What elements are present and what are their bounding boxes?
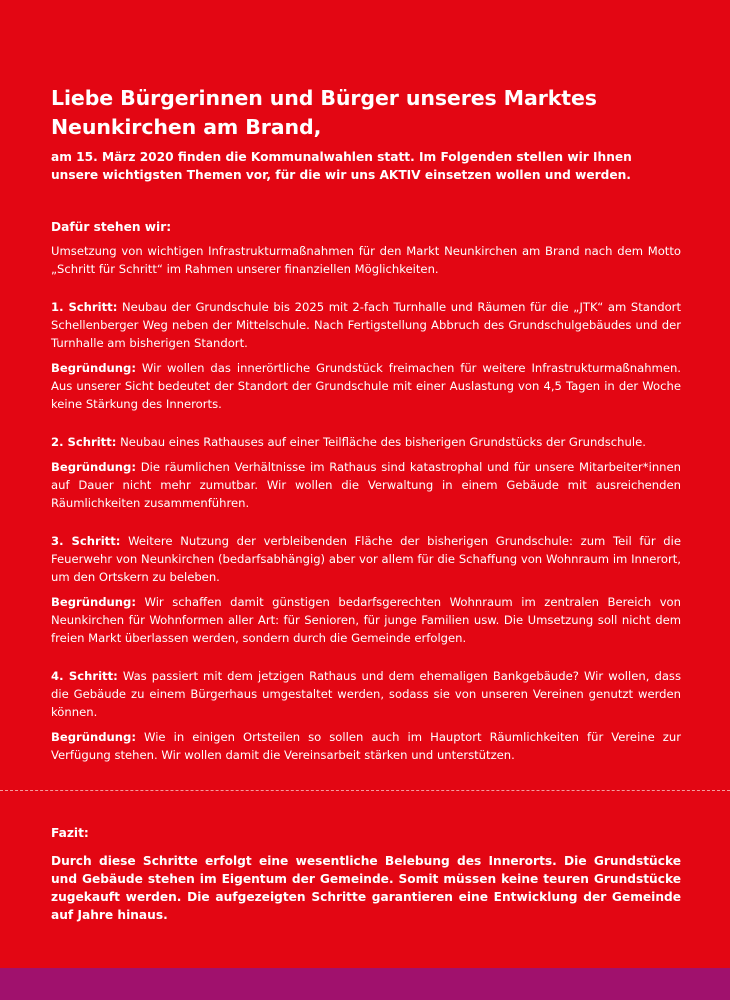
step-3-text: Weitere Nutzung der verbleibenden Fläche der bisherigen Grundschule: zum Teil für die Feuerwehr von Neunkirchen (bedarfsabhängig) aber vor allem für die Schaffung von Wohnraum im Innerort, um den Ortskern zu beleben. [51, 534, 681, 584]
dashed-divider [0, 790, 730, 791]
step-1-text: Neubau der Grundschule bis 2025 mit 2-fach Turnhalle und Räumen für die „JTK“ am Standort Schellenberger Weg neben der Mittelschule. Nach Fertigstellung Abbruch des Grundschulgebäudes und der Turnhalle am bisherigen Standort. [51, 300, 681, 350]
footer-band [0, 968, 730, 1000]
step-4-text: Was passiert mit dem jetzigen Rathaus und dem ehemaligen Bankgebäude? Wir wollen, dass die Gebäude zu einem Bürgerhaus umgestaltet werden, sodass sie von unseren Vereinen genutzt werden können. [51, 669, 682, 719]
fazit-section [51, 824, 681, 924]
step-2-reason-text: Die räumlichen Verhältnisse im Rathaus sind katastrophal und für unsere Mitarbeiter*innen auf Dauer nicht mehr zumutbar. Wir wollen die Verwaltung in einem Gebäude mit ausreichenden Räumlichkeiten zusammenführen. [51, 460, 682, 510]
step-3-reason-label: Begründung: [51, 595, 136, 609]
heading-line-1: Liebe Bürgerinnen und Bürger unseres Marktes [51, 86, 597, 110]
step-3-paragraph [51, 532, 681, 586]
page-heading [51, 84, 681, 142]
step-4-reason-label: Begründung: [51, 730, 136, 744]
step-1-label: 1. Schritt: [51, 300, 118, 314]
step-1-reason-text: Wir wollen das innerörtliche Grundstück freimachen für weitere Infrastrukturmaßnahmen. Aus unserer Sicht bedeutet der Standort der Grundschule mit einer Auslastung von 4,5 Tagen in der Woche keine Stärkung des Innerorts. [51, 361, 681, 411]
step-3-reason-text: Wir schaffen damit günstigen bedarfsgerechten Wohnraum im zentralen Bereich von Neunkirchen für Wohnformen aller Art: für Senioren, für junge Familien usw. Die Umsetzung soll nicht dem freien Markt überlassen werden, sondern durch die Gemeinde erfolgen. [51, 595, 682, 645]
step-1-reason-label: Begründung: [51, 361, 136, 375]
step-3-label: 3. Schritt: [51, 534, 121, 548]
fazit-title: Fazit: [51, 826, 89, 840]
step-2-label: 2. Schritt: [51, 435, 117, 449]
step-2-reason-label: Begründung: [51, 460, 136, 474]
step-1-reason-paragraph [51, 359, 681, 413]
step-4-reason-text: Wie in einigen Ortsteilen so sollen auch im Hauptort Räumlichkeiten für Vereine zur Verfügung stehen. Wir wollen damit die Vereinsarbeit stärken und unterstützen. [51, 730, 681, 762]
step-2-paragraph [51, 433, 681, 451]
step-4-reason-paragraph [51, 728, 681, 764]
step-3-reason-paragraph [51, 593, 681, 647]
step-4-label: 4. Schritt: [51, 669, 118, 683]
intro-text: am 15. März 2020 finden die Kommunalwahlen statt. Im Folgenden stellen wir Ihnen unsere wichtigsten Themen vor, für die wir uns AKTIV einsetzen wollen und werden. [51, 150, 632, 182]
step-2-reason-paragraph [51, 458, 681, 512]
heading-line-2: Neunkirchen am Brand, [51, 115, 322, 139]
step-1-paragraph [51, 298, 681, 352]
section-text: Umsetzung von wichtigen Infrastrukturmaßnahmen für den Markt Neunkirchen am Brand nach dem Motto „Schritt für Schritt“ im Rahmen unserer finanziellen Möglichkeiten. [51, 244, 681, 276]
step-4-paragraph [51, 667, 681, 721]
fazit-text: Durch diese Schritte erfolgt eine wesentliche Belebung des Innerorts. Die Grundstücke und Gebäude stehen im Eigentum der Gemeinde. Somit müssen keine teuren Grundstücke zugekauft werden. Die aufgezeigten Schritte garantieren eine Entwicklung der Gemeinde auf Jahre hinaus. [51, 854, 681, 922]
main-content [51, 84, 681, 764]
step-2-text: Neubau eines Rathauses auf einer Teilfläche des bisherigen Grundstücks der Grundschule. [120, 435, 646, 449]
section-title: Dafür stehen wir: [51, 220, 172, 234]
